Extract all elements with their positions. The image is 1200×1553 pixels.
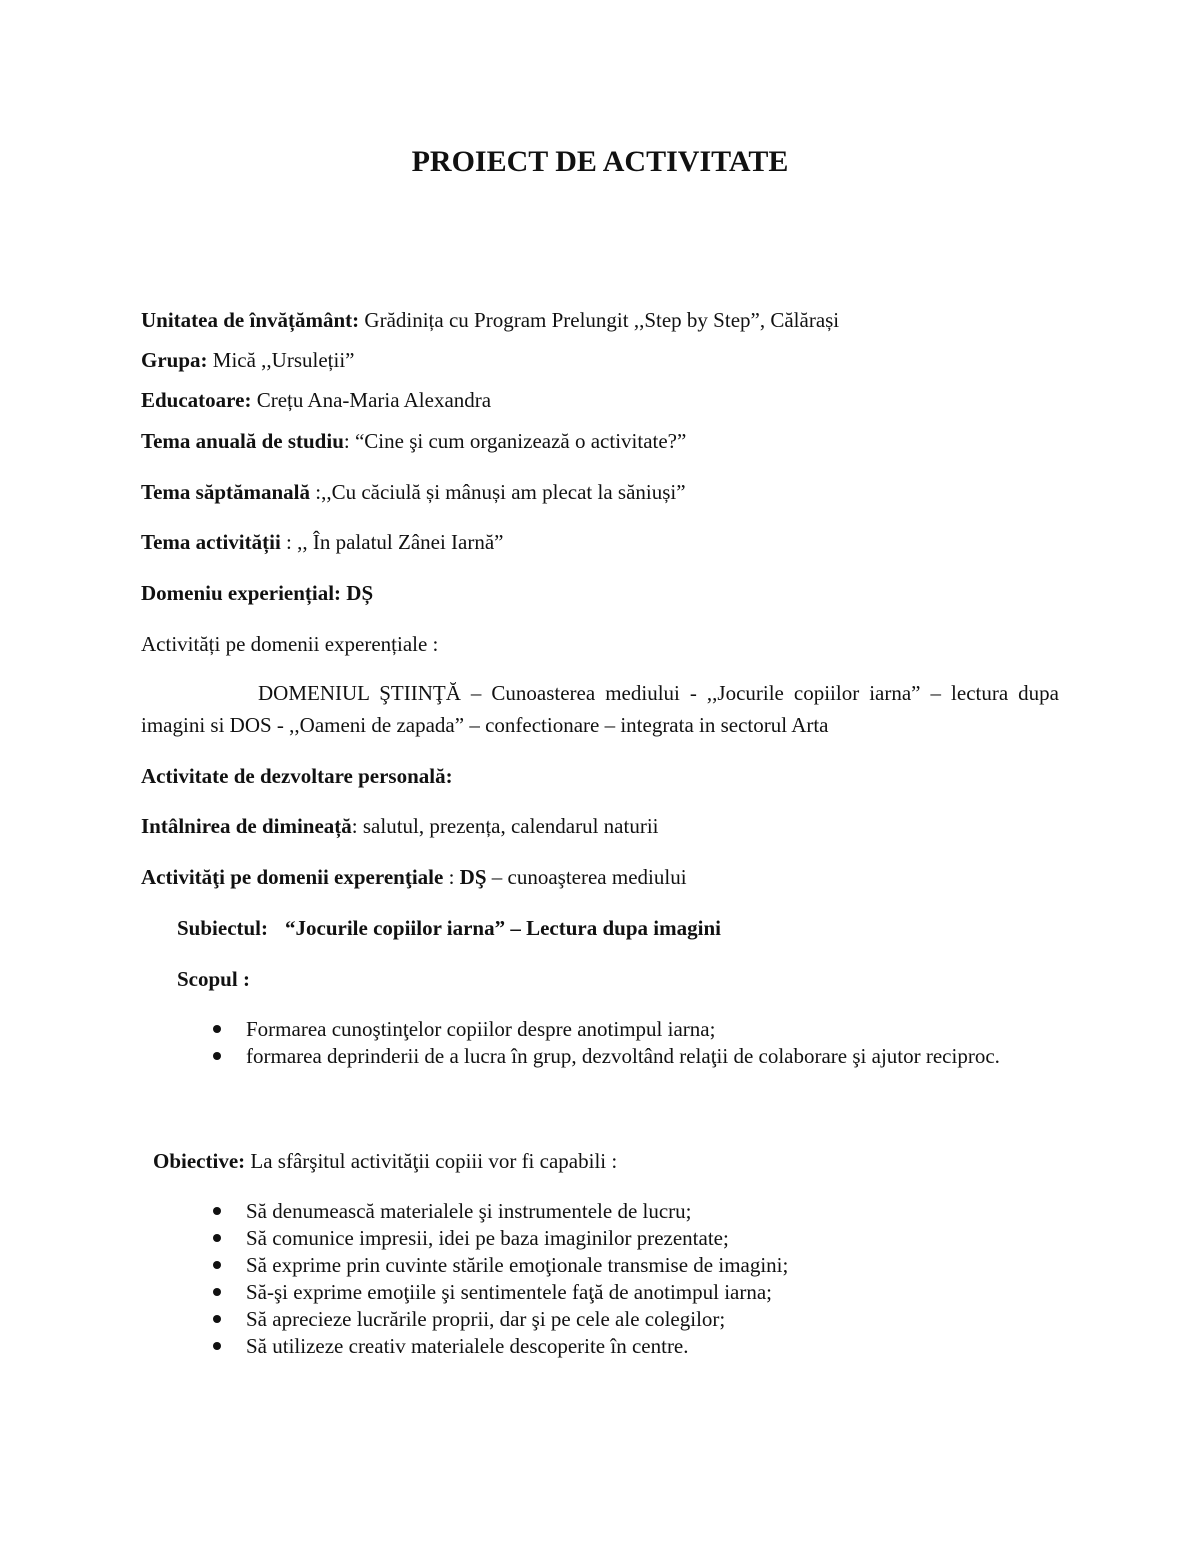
field-scopul <box>177 966 250 992</box>
bullet-icon <box>213 1025 221 1033</box>
list-item-text: Să exprime prin cuvinte stările emoţionale transmise de imagini; <box>246 1253 789 1277</box>
field-adp <box>141 763 453 789</box>
field-label: Domeniu experiențial: DȘ <box>141 581 374 605</box>
field-value: – cunoaşterea mediului <box>486 865 687 889</box>
field-label: Grupa: <box>141 348 208 372</box>
field-label: Tema săptămanală <box>141 480 310 504</box>
field-domain-code: DŞ <box>459 865 487 889</box>
field-value: Grădinița cu Program Prelungit ,,Step by Step”, Călărași <box>359 308 840 332</box>
field-value: : “Cine şi cum organizează o activitate?” <box>343 429 687 453</box>
list-item-text: Să-şi exprime emoţiile şi sentimentele faţă de anotimpul iarna; <box>246 1280 773 1304</box>
bullet-icon <box>213 1261 221 1269</box>
page-title: PROIECT DE ACTIVITATE <box>411 145 789 178</box>
list-item-text: Să utilizeze creativ materialele descoperite în centre. <box>246 1334 689 1358</box>
field-intalnirea <box>141 813 659 839</box>
bullet-icon <box>213 1207 221 1215</box>
field-value: : salutul, prezența, calendarul naturii <box>351 814 659 838</box>
list-item <box>141 1279 1059 1306</box>
field-label: Activităţi pe domenii experenţiale <box>141 865 444 889</box>
list-item <box>141 1225 1059 1252</box>
field-value: Crețu Ana-Maria Alexandra <box>251 388 492 412</box>
domeniul-text: DOMENIUL ŞTIINŢĂ – Cunoasterea mediului - ,,Jocurile copiilor iarna” – lectura dupa imagini si DOS - ,,Oameni de zapada” – confectionare – integrata in sectorul Arta <box>141 681 1059 737</box>
scopul-list <box>141 1016 1059 1070</box>
field-separator: : <box>443 865 460 889</box>
list-item-text: formarea deprinderii de a lucra în grup, dezvoltând relaţii de colaborare şi ajutor reciproc. <box>246 1044 1000 1068</box>
field-tema-activitatii <box>141 529 504 555</box>
bullet-icon <box>213 1315 221 1323</box>
field-label: Unitatea de învățământ: <box>141 308 360 332</box>
field-label: Tema activității <box>141 530 281 554</box>
list-item <box>141 1198 1059 1225</box>
field-value: Mică ,,Ursuleții” <box>207 348 355 372</box>
list-item <box>141 1306 1059 1333</box>
field-grupa <box>141 347 354 373</box>
field-value: La sfârşitul activităţii copiii vor fi capabili : <box>245 1149 618 1173</box>
list-item <box>141 1333 1059 1360</box>
list-item <box>141 1043 1059 1070</box>
field-ade <box>141 864 687 890</box>
field-label: Obiective: <box>153 1149 246 1173</box>
activitati-domenii-line: Activități pe domenii experențiale : <box>141 632 439 656</box>
field-tema-anuala <box>141 428 686 454</box>
field-label: Educatoare: <box>141 388 252 412</box>
list-item-text: Să comunice impresii, idei pe baza imaginilor prezentate; <box>246 1226 729 1250</box>
field-value: “Jocurile copiilor iarna” – Lectura dupa imagini <box>285 916 721 940</box>
field-label: Intâlnirea de dimineață <box>141 814 352 838</box>
list-item-text: Să denumească materialele şi instrumentele de lucru; <box>246 1199 692 1223</box>
field-tema-saptamanala <box>141 479 686 505</box>
bullet-icon <box>213 1052 221 1060</box>
field-label: Subiectul: <box>177 916 269 940</box>
obiective-list <box>141 1198 1059 1360</box>
field-educatoare <box>141 387 491 413</box>
bullet-icon <box>213 1288 221 1296</box>
bullet-icon <box>213 1342 221 1350</box>
field-label: Scopul : <box>177 967 250 991</box>
field-subiectul <box>177 915 721 941</box>
field-value: :,,Cu căciulă și mânuși am plecat la săniuși” <box>310 480 686 504</box>
list-item <box>141 1016 1059 1043</box>
field-value: : ,, În palatul Zânei Iarnă” <box>280 530 504 554</box>
list-item-text: Formarea cunoştinţelor copiilor despre anotimpul iarna; <box>246 1017 716 1041</box>
bullet-icon <box>213 1234 221 1242</box>
field-domeniu <box>141 580 373 606</box>
field-label: Tema anuală de studiu <box>141 429 344 453</box>
field-unitatea <box>141 307 839 333</box>
list-item-text: Să aprecieze lucrările proprii, dar şi pe cele ale colegilor; <box>246 1307 726 1331</box>
list-item <box>141 1252 1059 1279</box>
domeniul-paragraph <box>141 677 1059 741</box>
field-obiective <box>153 1148 617 1174</box>
field-label: Activitate de dezvoltare personală: <box>141 764 453 788</box>
